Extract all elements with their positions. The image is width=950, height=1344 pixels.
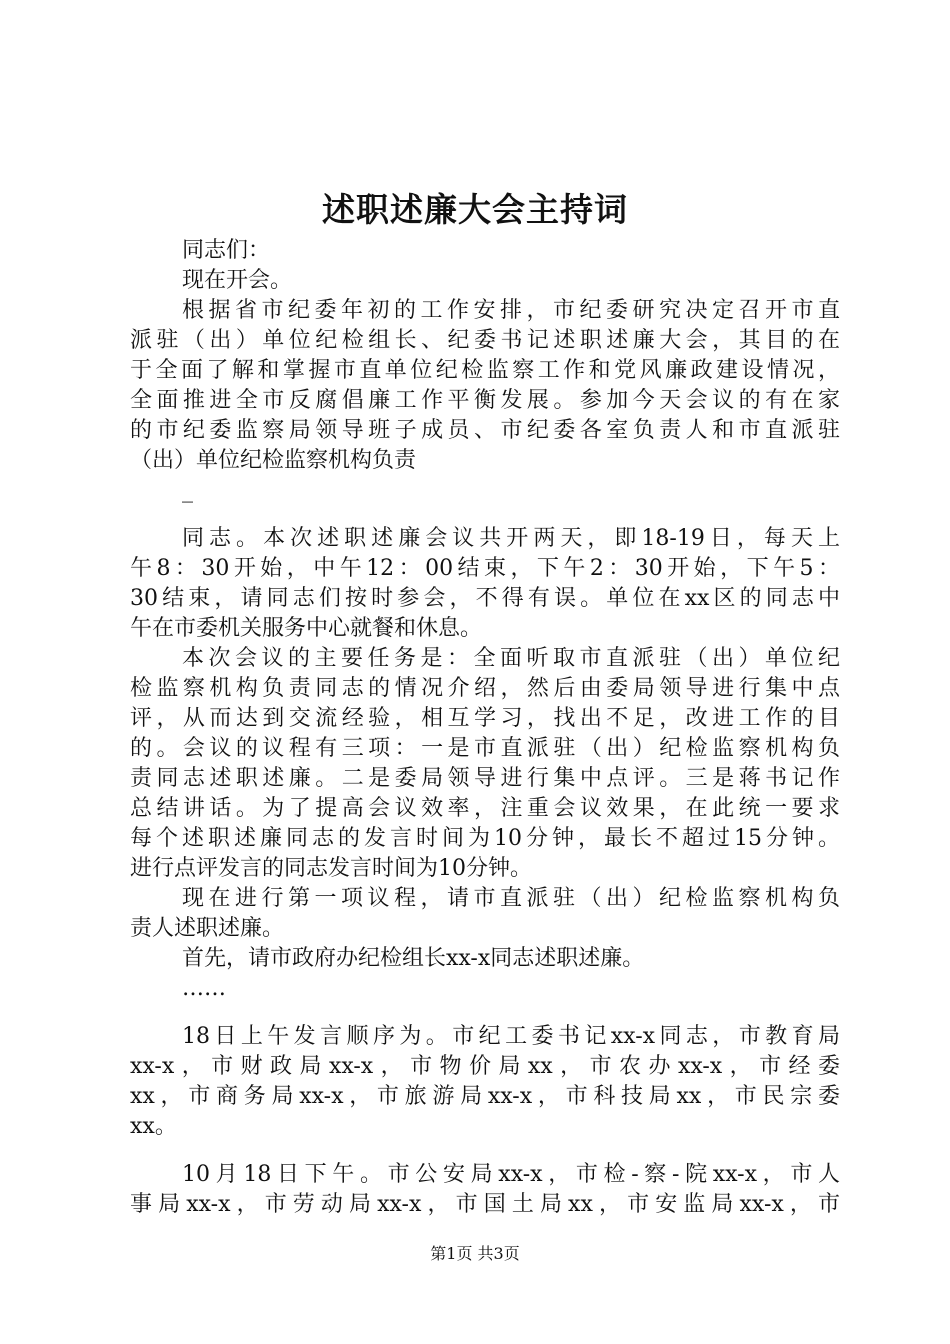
body-line: 本次会议的主要任务是：全面听取市直派驻（出）单位纪 <box>182 646 840 671</box>
body-line: 的。会议的议程有三项：一是市直派驻（出）纪检监察机构负 <box>130 736 840 761</box>
body-line: 责同志述职述廉。二是委局领导进行集中点评。三是蒋书记作 <box>130 766 840 791</box>
body-line: 每个述职述廉同志的发言时间为10分钟，最长不超过15分钟。 <box>130 826 840 851</box>
body-line: 首先，请市政府办纪检组长xx-x同志述职述廉。 <box>182 946 645 971</box>
body-line: 总结讲话。为了提高会议效率，注重会议效果，在此统一要求 <box>130 796 840 821</box>
body-line: 现在进行第一项议程，请市直派驻（出）纪检监察机构负 <box>182 886 840 911</box>
body-line: 根据省市纪委年初的工作安排，市纪委研究决定召开市直 <box>182 298 840 323</box>
body-line: 责人述职述廉。 <box>130 916 285 941</box>
document-title: 述职述廉大会主持词 <box>322 190 628 229</box>
body-line: （出）单位纪检监察机构负责 <box>130 448 417 473</box>
document-body <box>130 236 840 1220</box>
body-line: 全面推进全市反腐倡廉工作平衡发展。参加今天会议的有在家 <box>130 388 840 413</box>
body-line: 10月18日下午。市公安局xx-x，市检-察-院xx-x，市人 <box>182 1162 840 1187</box>
body-line: 现在开会。 <box>182 268 293 293</box>
body-line: 进行点评发言的同志发言时间为10分钟。 <box>130 856 532 881</box>
paragraph-gap <box>130 506 840 524</box>
body-line: 18日上午发言顺序为。市纪工委书记xx-x同志，市教育局 <box>182 1024 840 1049</box>
page-footer: 第1页 共3页 <box>430 1244 520 1263</box>
body-line: xx。 <box>130 1114 177 1139</box>
body-line: 午8：30开始，中午12：00结束，下午2：30开始，下午5： <box>130 556 840 581</box>
body-line: 30结束，请同志们按时参会，不得有误。单位在xx区的同志中 <box>130 586 840 611</box>
body-line: xx，市商务局xx-x，市旅游局xx-x，市科技局xx，市民宗委 <box>130 1084 840 1109</box>
body-line: …… <box>182 976 226 1001</box>
body-line: 于全面了解和掌握市直单位纪检监察工作和党风廉政建设情况， <box>130 358 840 383</box>
body-line: 检监察机构负责同志的情况介绍，然后由委局领导进行集中点 <box>130 676 840 701</box>
paragraph-gap <box>130 1142 840 1160</box>
body-line: 同志。本次述职述廉会议共开两天，即18-19日，每天上 <box>182 526 840 551</box>
paragraph-gap <box>130 1004 840 1022</box>
body-line: 派驻（出）单位纪检组长、纪委书记述职述廉大会，其目的在 <box>130 328 840 353</box>
body-line: 评，从而达到交流经验，相互学习，找出不足，改进工作的目 <box>130 706 840 731</box>
body-line: 午在市委机关服务中心就餐和休息。 <box>130 616 483 641</box>
body-line: 事局xx-x，市劳动局xx-x，市国土局xx，市安监局xx-x，市 <box>130 1192 840 1217</box>
body-line: _ <box>182 478 193 503</box>
body-line: xx-x，市财政局xx-x，市物价局xx，市农办xx-x，市经委 <box>130 1054 840 1079</box>
body-line: 的市纪委监察局领导班子成员、市纪委各室负责人和市直派驻 <box>130 418 840 443</box>
body-line: 同志们： <box>182 238 271 263</box>
